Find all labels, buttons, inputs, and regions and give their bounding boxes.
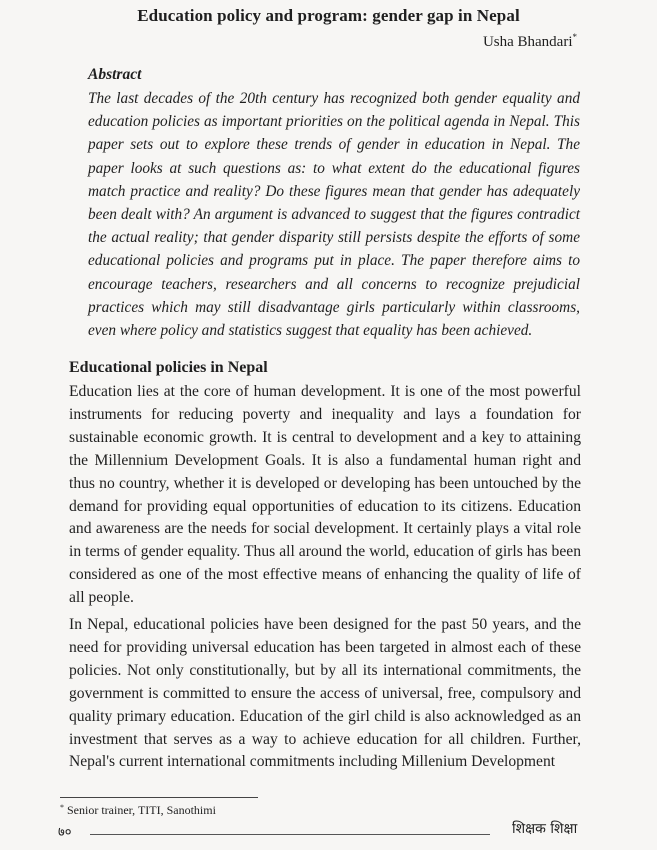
section-heading: Educational policies in Nepal: [69, 359, 268, 376]
author-footnote-mark: *: [572, 32, 577, 42]
author-line: [483, 32, 577, 51]
abstract-text: The last decades of the 20th century has recognized both gender equality and education policies as important priorities on the political agenda in Nepal. This paper sets out to explore these trends of gender in education in Nepal. The paper looks at such questions as: to what extent do the educational figures match practice and reality? Do these figures mean that gender has adequately been dealt with? An argument is advanced to suggest that the figures contradict the actual reality; that gender disparity still persists despite the efforts of some educational policies and programs put in place. The paper therefore aims to encourage teachers, researchers and all concerns to recognize prejudicial practices which may still disadvantage girls particularly within classrooms, even where policy and statistics suggest that equality has been achieved.: [88, 90, 580, 340]
body-paragraph-2: In Nepal, educational policies have been designed for the past 50 years, and the need for providing universal education has been targeted in almost each of these policies. Not only constitutionally, but by all its international commitments, the government is committed to ensure the access of universal, free, compulsory and quality primary education. Education of the girl child is also acknowledged as an investment that serves as a way to achieve education for all children. Further, Nepal's current international commitments including Millenium Development: [69, 616, 581, 771]
author-name: Usha Bhandari: [482, 34, 573, 50]
abstract-heading: Abstract: [88, 66, 142, 83]
page-number: ७०: [58, 824, 72, 839]
article-title: Education policy and program: gender gap in Nepal: [137, 6, 520, 25]
body-paragraph-1: Education lies at the core of human development. It is one of the most powerful instruments for reducing poverty and inequality and lays a foundation for sustainable economic growth. It is central to development and a key to attaining the Millennium Development Goals. It is also a fundamental human right and thus no country, whether it is developed or developing has been untouched by the demand for providing equal opportunities of education to its citizens. Education and awareness are the needs for social development. It certainly plays a vital role in terms of gender equality. Thus all around the world, education of girls has been considered as one of the most effective means of enhancing the quality of life of all people.: [69, 383, 581, 607]
footer-rule: [90, 834, 490, 835]
footnote: [60, 803, 216, 818]
journal-name: शिक्षक शिक्षा: [512, 821, 578, 837]
footnote-mark: *: [60, 803, 64, 812]
footnote-divider: [60, 797, 258, 798]
footnote-text: Senior trainer, TITI, Sanothimi: [67, 803, 216, 817]
